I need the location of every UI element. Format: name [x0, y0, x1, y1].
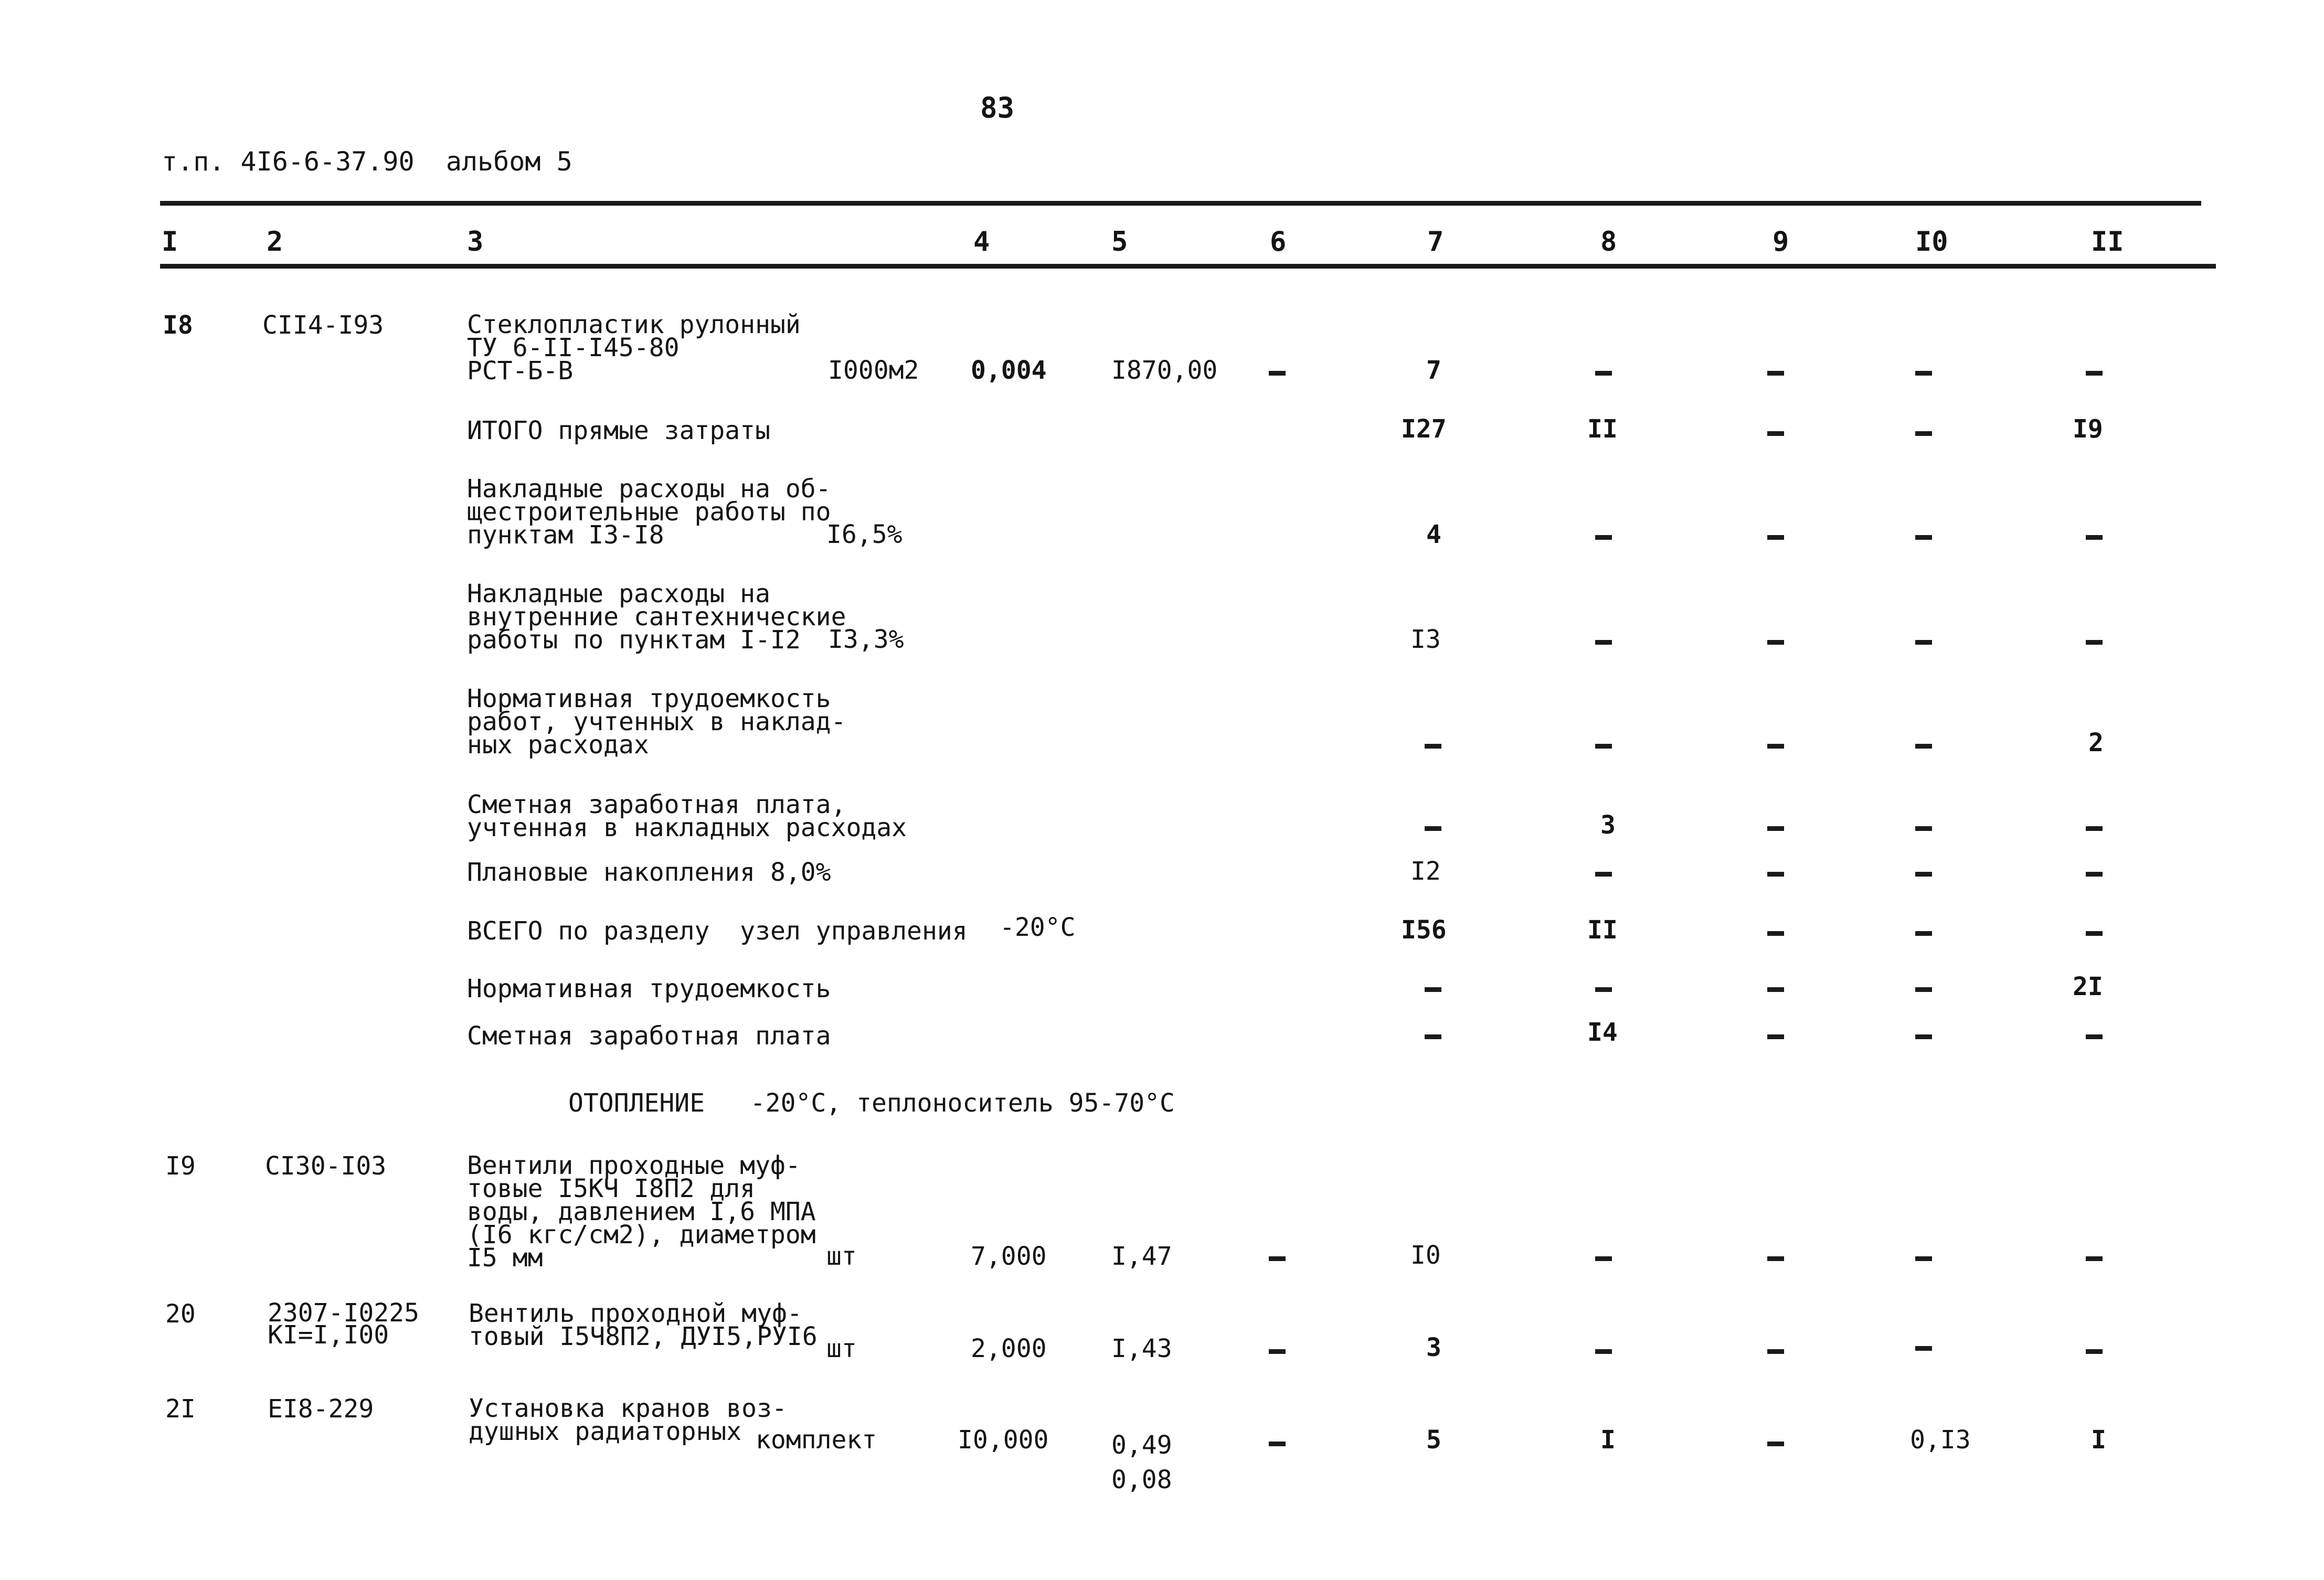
wages-value: I	[1600, 1425, 1616, 1455]
dash-mark	[1595, 744, 1612, 749]
dash-mark	[1595, 535, 1612, 540]
dash-mark	[1767, 744, 1784, 749]
dash-mark	[1767, 371, 1784, 376]
rate-code: ЕI8-229	[268, 1394, 374, 1424]
row-number: I9	[165, 1151, 196, 1181]
dash-mark	[1915, 744, 1932, 749]
row-label: Плановые накопления 8,0%	[467, 858, 831, 887]
unit: комплект	[756, 1425, 877, 1455]
total-cost: I3	[1410, 625, 1441, 654]
dash-mark	[1767, 1034, 1784, 1039]
dash-mark	[1767, 1349, 1784, 1354]
dash-mark	[2086, 1034, 2103, 1039]
temperature: -20°С	[1000, 913, 1076, 942]
dash-mark	[1915, 1346, 1932, 1351]
work-description: Установка кранов воз- душных радиаторных	[469, 1394, 787, 1446]
work-description: Вентили проходные муф- товые I5КЧ I8П2 для воды, давлением I,6 МПА (I6 кгс/см2), диаметром I5 мм	[467, 1151, 816, 1273]
dash-mark	[1425, 1034, 1441, 1039]
dash-mark	[1767, 826, 1784, 831]
dash-mark	[2086, 1256, 2103, 1261]
page-number: 83	[980, 91, 1015, 124]
dash-mark	[1767, 1442, 1784, 1446]
rate-code: СII4-I93	[262, 311, 384, 340]
labor-value: I	[2091, 1425, 2106, 1455]
column-header: 5	[1111, 226, 1128, 258]
dash-mark	[1915, 535, 1932, 540]
row-label: Нормативная трудоемкость	[467, 974, 831, 1003]
row-label: Сметная заработная плата	[467, 1021, 831, 1051]
wages-value: II	[1587, 915, 1618, 945]
dash-mark	[1269, 1256, 1286, 1261]
labor-value: 2	[2088, 728, 2104, 757]
dash-mark	[1767, 535, 1784, 540]
percent: I3,3%	[828, 625, 904, 654]
row-label: Сметная заработная плата, учтенная в накладных расходах	[467, 790, 907, 842]
column-header: 2	[267, 226, 283, 258]
dash-mark	[2086, 371, 2103, 376]
dash-mark	[1269, 1442, 1286, 1446]
column-header: II	[2091, 226, 2124, 258]
unit-cost: I870,00	[1111, 356, 1218, 385]
column-header: 6	[1270, 226, 1287, 258]
quantity: 7,000	[971, 1242, 1047, 1271]
dash-mark	[2086, 872, 2103, 877]
dash-mark	[1425, 744, 1441, 749]
quantity: I0,000	[958, 1425, 1049, 1455]
wages-value: II	[1587, 414, 1618, 444]
dash-mark	[1767, 640, 1784, 645]
dash-mark	[1269, 1349, 1286, 1354]
unit: шт	[826, 1242, 857, 1271]
column-header: 3	[467, 226, 484, 258]
dash-mark	[1767, 931, 1784, 936]
row-number: 20	[165, 1299, 196, 1329]
work-description: Вентиль проходной муф- товый I5Ч8П2, ДУI5,РУI6	[469, 1299, 818, 1351]
document-reference: т.п. 4I6-6-37.90 альбом 5	[162, 146, 572, 177]
dash-mark	[1915, 1034, 1932, 1039]
unit-cost: 0,49 0,08	[1111, 1430, 1172, 1494]
dash-mark	[1595, 1256, 1612, 1261]
section-heading: ОТОПЛЕНИЕ -20°С, теплоноситель 95-70°С	[568, 1088, 1175, 1118]
dash-mark	[1915, 371, 1932, 376]
unit-cost: I,43	[1111, 1334, 1172, 1363]
unit: I000м2	[828, 356, 919, 385]
header-bottom-rule	[160, 264, 2216, 269]
dash-mark	[1915, 826, 1932, 831]
total-cost: 7	[1426, 356, 1441, 385]
dash-mark	[1425, 826, 1441, 831]
column-header: I	[162, 226, 178, 258]
dash-mark	[1767, 987, 1784, 992]
dash-mark	[1595, 371, 1612, 376]
quantity: 2,000	[971, 1334, 1047, 1363]
dash-mark	[1595, 872, 1612, 877]
dash-mark	[1269, 371, 1286, 376]
total-cost: I27	[1401, 414, 1447, 444]
row-label: Накладные расходы на внутренние сантехнические работы по пунктам I-I2	[467, 579, 846, 655]
dash-mark	[1915, 872, 1932, 877]
row-label: ИТОГО прямые затраты	[467, 416, 770, 445]
quantity: 0,004	[971, 356, 1047, 385]
row-label: Нормативная трудоемкость работ, учтенных в наклад- ных расходах	[467, 684, 846, 760]
unit: шт	[826, 1334, 857, 1363]
total-cost: 5	[1426, 1425, 1441, 1455]
dash-mark	[2086, 1349, 2103, 1354]
dash-mark	[1595, 640, 1612, 645]
rate-code: СI30-I03	[265, 1151, 387, 1181]
dash-mark	[1915, 987, 1932, 992]
column-header: 9	[1773, 226, 1789, 258]
dash-mark	[1425, 987, 1441, 992]
dash-mark	[2086, 535, 2103, 540]
total-cost: I2	[1410, 857, 1441, 886]
dash-mark	[1915, 431, 1932, 436]
unit-cost: I,47	[1111, 1242, 1172, 1271]
wages-value: I4	[1587, 1018, 1618, 1047]
machine-wages-value: 0,I3	[1910, 1425, 1971, 1455]
total-cost: I56	[1401, 915, 1447, 945]
labor-value: I9	[2073, 414, 2103, 444]
row-label: ВСЕГО по разделу узел управления	[467, 916, 968, 946]
row-number: I8	[163, 311, 193, 340]
row-label: Накладные расходы на об- щестроительные работы по пунктам I3-I8	[467, 474, 831, 550]
percent: I6,5%	[826, 520, 903, 549]
dash-mark	[1595, 987, 1612, 992]
dash-mark	[1915, 1256, 1932, 1261]
dash-mark	[1767, 431, 1784, 436]
total-cost: 4	[1426, 520, 1441, 549]
work-description: Стеклопластик рулонный ТУ 6-II-I45-80 РСТ-Б-В	[467, 310, 801, 386]
rate-code: 2307-I0225 КI=I,I00	[268, 1298, 419, 1350]
dash-mark	[1767, 872, 1784, 877]
dash-mark	[1767, 1256, 1784, 1261]
column-header: 7	[1427, 226, 1444, 258]
column-header: I0	[1915, 226, 1948, 258]
row-number: 2I	[165, 1394, 196, 1424]
wages-value: 3	[1600, 810, 1616, 840]
column-header: 8	[1600, 226, 1617, 258]
dash-mark	[2086, 931, 2103, 936]
labor-value: 2I	[2073, 972, 2103, 1001]
table-top-rule	[160, 201, 2201, 206]
dash-mark	[1915, 640, 1932, 645]
dash-mark	[1595, 1349, 1612, 1354]
dash-mark	[2086, 826, 2103, 831]
total-cost: I0	[1410, 1241, 1441, 1270]
column-header: 4	[973, 226, 990, 258]
total-cost: 3	[1426, 1333, 1441, 1362]
dash-mark	[1915, 931, 1932, 936]
dash-mark	[2086, 640, 2103, 645]
